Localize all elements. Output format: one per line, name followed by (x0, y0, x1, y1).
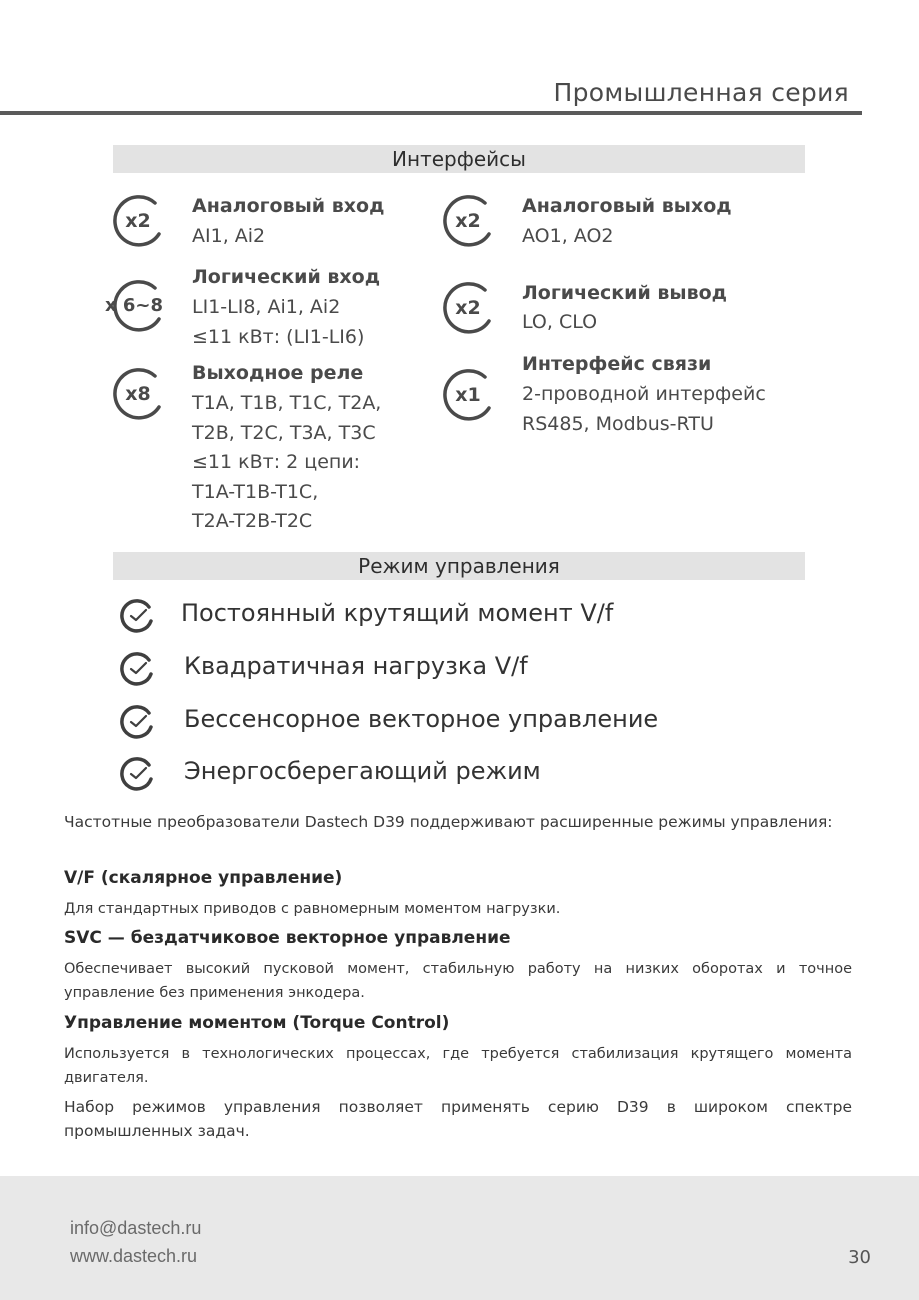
badge-count: x2 (455, 297, 481, 319)
detail-line: T2B, T2C, T3A, T3C (192, 421, 376, 444)
mode-label: Бессенсорное векторное управление (184, 705, 659, 733)
badge-count: x 6~8 (105, 295, 164, 316)
detail-line: AI1, Ai2 (192, 225, 266, 247)
detail-line: T2A-T2B-T2C (192, 510, 313, 532)
series-title: Промышленная серия (553, 78, 849, 107)
badge-logic-output (441, 281, 495, 335)
analog-input-details (192, 222, 265, 252)
badge-logic-input (105, 279, 165, 333)
logic-input-details (192, 293, 364, 352)
badge-count: x1 (455, 384, 481, 406)
svc-text: Обеспечивает высокий пусковой момент, стабильную работу на низких оборотах и точное управление без применения энкодера. (64, 961, 852, 1001)
footer-email: info@dastech.ru (70, 1218, 202, 1238)
badge-analog-input (111, 194, 165, 248)
detail-line: T1A-T1B-T1C, (192, 480, 319, 503)
comm-interface-details (522, 380, 766, 439)
detail-line: RS485, Modbus-RTU (522, 412, 714, 435)
page-number: 30 (848, 1247, 871, 1268)
svc-heading: SVC — бездатчиковое векторное управление (64, 928, 511, 948)
mode-label: Постоянный крутящий момент V/f (181, 599, 614, 627)
badge-relay-output (111, 367, 165, 421)
footer (0, 1176, 919, 1300)
relay-output-details (192, 389, 381, 537)
footer-website: www.dastech.ru (70, 1246, 198, 1266)
mode-label: Квадратичная нагрузка V/f (184, 652, 528, 680)
detail-line: LO, CLO (522, 311, 598, 333)
logic-input-title: Логический вход (192, 266, 381, 288)
vf-text: Для стандартных приводов с равномерным моментом нагрузки. (64, 901, 561, 917)
comm-interface-title: Интерфейс связи (522, 353, 712, 375)
badge-count: x2 (125, 210, 151, 232)
torque-text: Используется в технологических процессах, где требуется стабилизация крутящего момента двигателя. (64, 1046, 852, 1086)
check-circle-icon (119, 650, 155, 686)
badge-count: x8 (125, 383, 151, 405)
detail-line: ≤11 кВт: 2 цепи: (192, 451, 361, 473)
control-modes-heading: Режим управления (113, 552, 805, 580)
conclusion-paragraph: Набор режимов управления позволяет применять серию D39 в широком спектре промышленных задач. (64, 1098, 852, 1140)
analog-output-details (522, 222, 614, 252)
badge-analog-output (441, 194, 495, 248)
detail-line: ≤11 кВт: (LI1-LI6) (192, 325, 365, 348)
vf-heading: V/F (скалярное управление) (64, 868, 343, 888)
check-circle-icon (119, 703, 155, 739)
logic-output-details (522, 308, 597, 338)
badge-comm-interface (441, 368, 495, 422)
detail-line: AO1, AO2 (522, 225, 614, 247)
detail-line: LI1-LI8, Ai1, Ai2 (192, 296, 341, 318)
analog-output-title: Аналоговый выход (522, 195, 732, 217)
analog-input-title: Аналоговый вход (192, 195, 385, 217)
torque-heading: Управление моментом (Torque Control) (64, 1013, 450, 1033)
header-rule (0, 111, 862, 115)
relay-output-title: Выходное реле (192, 362, 364, 384)
detail-line: T1A, T1B, T1C, T2A, (192, 392, 382, 414)
badge-count: x2 (455, 210, 481, 232)
check-circle-icon (119, 755, 155, 791)
logic-output-title: Логический вывод (522, 282, 728, 304)
interfaces-heading: Интерфейсы (113, 145, 805, 173)
mode-label: Энергосберегающий режим (184, 757, 541, 785)
check-circle-icon (119, 597, 155, 633)
detail-line: 2-проводной интерфейс (522, 383, 766, 405)
intro-paragraph: Частотные преобразователи Dastech D39 поддерживают расширенные режимы управления: (64, 813, 833, 831)
